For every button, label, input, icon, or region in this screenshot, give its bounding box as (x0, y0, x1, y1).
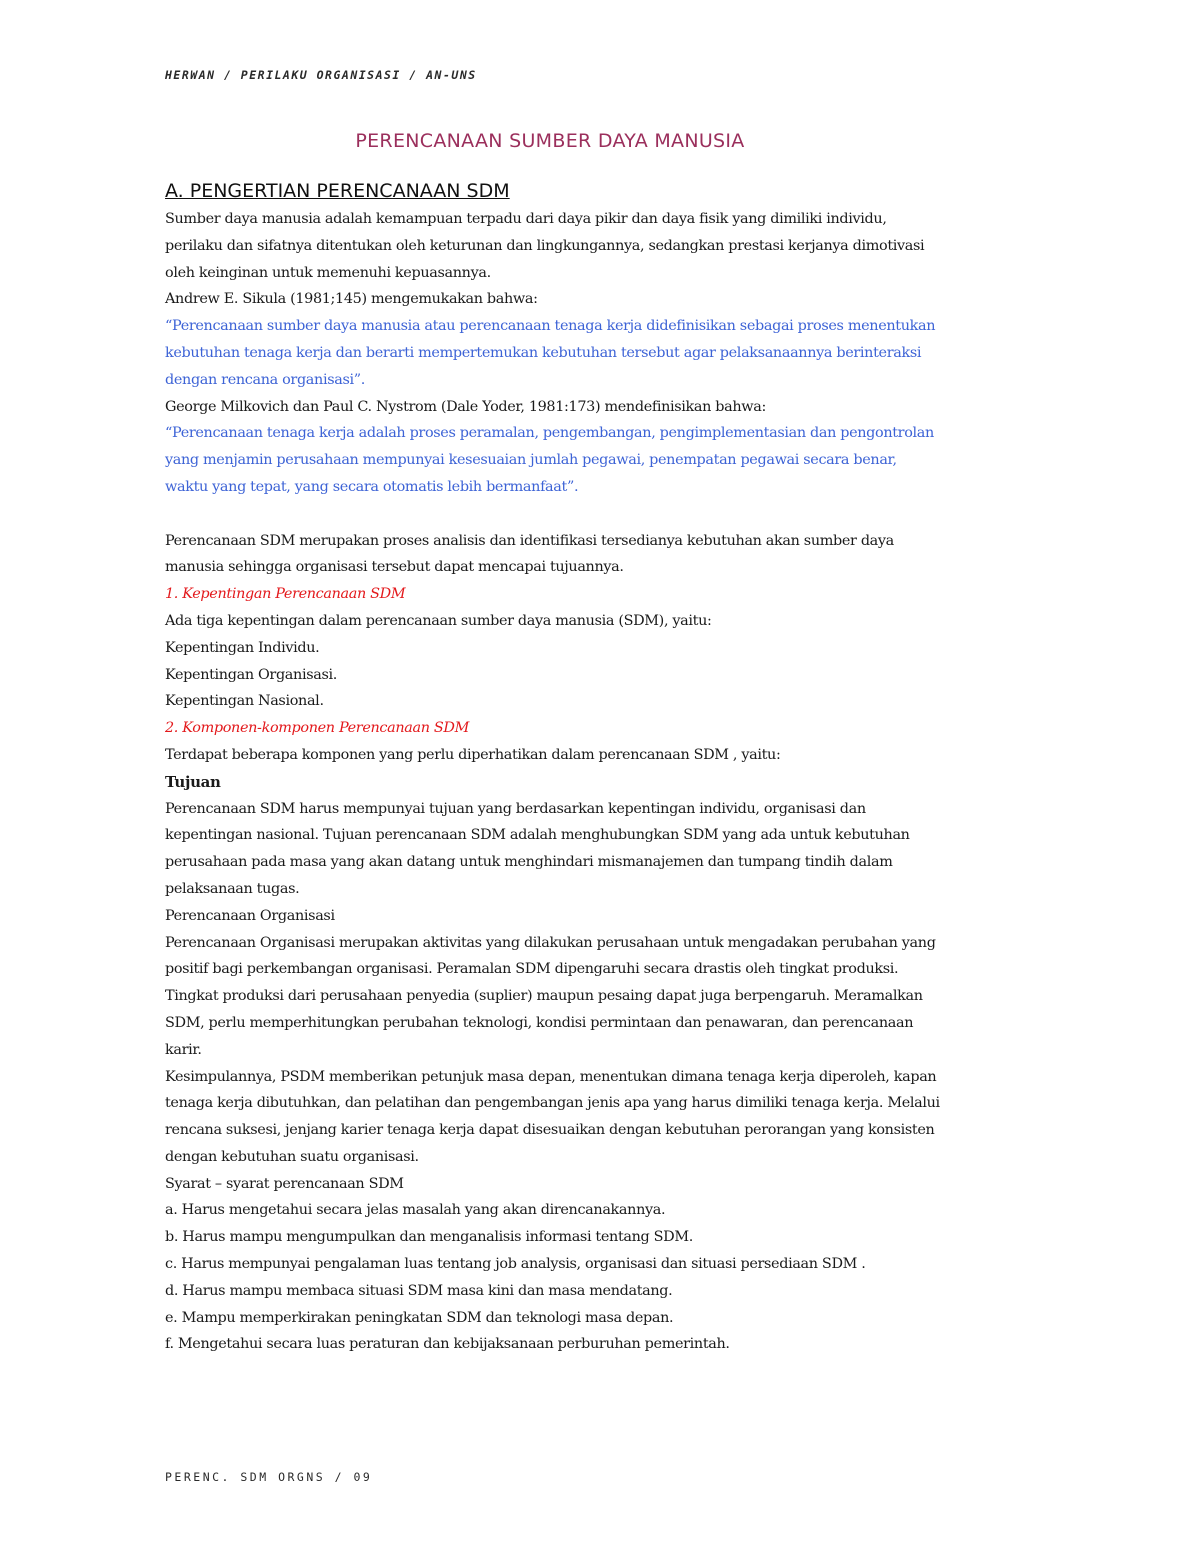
paragraph-line: perusahaan pada masa yang akan datang untuk menghindari mismanajemen dan tumpang tindih dalam (165, 854, 893, 871)
list-item: Kepentingan Nasional. (165, 693, 324, 710)
quote-line: kebutuhan tenaga kerja dan berarti mempertemukan kebutuhan tersebut agar pelaksanaannya berinteraksi (165, 344, 922, 361)
paragraph-line: perilaku dan sifatnya ditentukan oleh keturunan dan lingkungannya, sedangkan prestasi kerjanya dimotivasi (165, 237, 925, 254)
paragraph-line: dengan kebutuhan suatu organisasi. (165, 1148, 419, 1165)
paragraph-line: tenaga kerja dibutuhkan, dan pelatihan dan pengembangan jenis apa yang harus dimiliki tenaga kerja. Melalui (165, 1095, 940, 1112)
paragraph-line: Perencanaan SDM merupakan proses analisis dan identifikasi tersedianya kebutuhan akan sumber daya (165, 532, 894, 549)
page-footer: PERENC. SDM ORGNS / 09 (165, 1470, 373, 1484)
paragraph-line: manusia sehingga organisasi tersebut dapat mencapai tujuannya. (165, 559, 624, 576)
paragraph-line: Kesimpulannya, PSDM memberikan petunjuk masa depan, menentukan dimana tenaga kerja diperoleh, kapan (165, 1068, 937, 1085)
list-item: e. Mampu memperkirakan peningkatan SDM dan teknologi masa depan. (165, 1309, 674, 1326)
list-item: a. Harus mengetahui secara jelas masalah yang akan direncanakannya. (165, 1202, 666, 1219)
paragraph-line: kepentingan nasional. Tujuan perencanaan SDM adalah menghubungkan SDM yang ada untuk kebutuhan (165, 827, 910, 844)
citation-line: Andrew E. Sikula (1981;145) mengemukakan bahwa: (165, 291, 538, 308)
list-item: d. Harus mampu membaca situasi SDM masa kini dan masa mendatang. (165, 1282, 673, 1299)
bold-heading-tujuan: Tujuan (165, 772, 221, 791)
paragraph-spacer (165, 501, 945, 528)
document-body (165, 176, 945, 1358)
quote-line: yang menjamin perusahaan mempunyai kesesuaian jumlah pegawai, penempatan pegawai secara benar, (165, 452, 897, 469)
paragraph-line: SDM, perlu memperhitungkan perubahan teknologi, kondisi permintaan dan penawaran, dan perencanaan (165, 1014, 914, 1031)
paragraph-line: karir. (165, 1041, 202, 1058)
quote-line: “Perencanaan tenaga kerja adalah proses peramalan, pengembangan, pengimplementasian dan pengontrolan (165, 425, 934, 442)
citation-line: George Milkovich dan Paul C. Nystrom (Dale Yoder, 1981:173) mendefinisikan bahwa: (165, 398, 766, 415)
list-item: b. Harus mampu mengumpulkan dan menganalisis informasi tentang SDM. (165, 1229, 693, 1246)
document-title: PERENCANAAN SUMBER DAYA MANUSIA (355, 130, 745, 152)
heading-perencanaan-organisasi: Perencanaan Organisasi (165, 907, 335, 924)
quote-line: “Perencanaan sumber daya manusia atau perencanaan tenaga kerja didefinisikan sebagai proses menentukan (165, 318, 936, 335)
paragraph-line: Perencanaan SDM harus mempunyai tujuan yang berdasarkan kepentingan individu, organisasi dan (165, 800, 866, 817)
paragraph-line: rencana suksesi, jenjang karier tenaga kerja dapat disesuaikan dengan kebutuhan perorangan yang konsisten (165, 1122, 935, 1139)
list-item: Kepentingan Organisasi. (165, 666, 337, 683)
paragraph-line: Tingkat produksi dari perusahaan penyedia (suplier) maupun pesaing dapat juga berpengaruh. Meramalkan (165, 988, 923, 1005)
section-heading: A. PENGERTIAN PERENCANAAN SDM (165, 180, 510, 202)
quote-line: waktu yang tepat, yang secara otomatis lebih bermanfaat”. (165, 478, 579, 495)
paragraph-line: Perencanaan Organisasi merupakan aktivitas yang dilakukan perusahaan untuk mengadakan perubahan yang (165, 934, 936, 951)
page-header: HERWAN / PERILAKU ORGANISASI / AN-UNS (165, 68, 477, 82)
paragraph-line: oleh keinginan untuk memenuhi kepuasannya. (165, 264, 491, 281)
paragraph-line: Terdapat beberapa komponen yang perlu diperhatikan dalam perencanaan SDM , yaitu: (165, 746, 781, 763)
subheading-komponen: 2. Komponen-komponen Perencanaan SDM (165, 720, 469, 737)
list-item: Kepentingan Individu. (165, 639, 320, 656)
paragraph-line: positif bagi perkembangan organisasi. Peramalan SDM dipengaruhi secara drastis oleh tingkat produksi. (165, 961, 899, 978)
paragraph-line: Sumber daya manusia adalah kemampuan terpadu dari daya pikir dan daya fisik yang dimiliki individu, (165, 211, 887, 227)
paragraph-line: pelaksanaan tugas. (165, 880, 300, 897)
paragraph-line: Ada tiga kepentingan dalam perencanaan sumber daya manusia (SDM), yaitu: (165, 612, 712, 629)
list-item: c. Harus mempunyai pengalaman luas tentang job analysis, organisasi dan situasi persediaan SDM . (165, 1256, 866, 1273)
quote-line: dengan rencana organisasi”. (165, 371, 365, 388)
subheading-kepentingan: 1. Kepentingan Perencanaan SDM (165, 586, 406, 603)
heading-syarat: Syarat – syarat perencanaan SDM (165, 1175, 404, 1192)
list-item: f. Mengetahui secara luas peraturan dan kebijaksanaan perburuhan pemerintah. (165, 1336, 730, 1353)
